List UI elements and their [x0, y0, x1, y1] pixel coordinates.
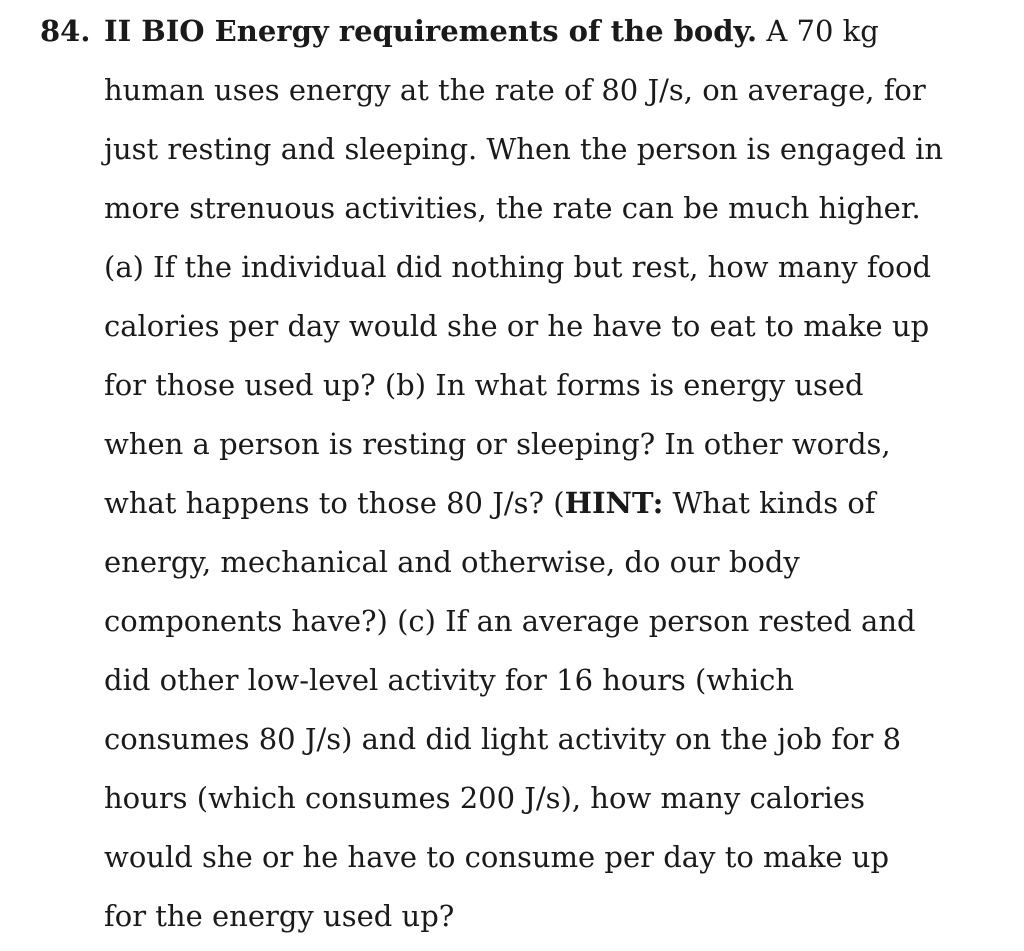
- problem-line-14: hours (which consumes 200 J/s), how many calories: [104, 781, 865, 815]
- problem-heading: II BIO Energy requirements of the body.: [104, 14, 758, 48]
- problem-line-9: [104, 483, 876, 523]
- problem-number: 84.: [40, 14, 91, 48]
- problem-line-5: (a) If the individual did nothing but rest, how many food: [104, 250, 932, 284]
- problem-line-2: human uses energy at the rate of 80 J/s, on average, for: [104, 73, 926, 107]
- problem-line-9-a: what happens to those 80 J/s? (: [104, 486, 565, 520]
- problem-line-9-b: What kinds of: [663, 486, 876, 520]
- problem-line-11: components have?) (c) If an average person rested and: [104, 604, 916, 638]
- problem-line-16: for the energy used up?: [104, 899, 455, 933]
- problem-line-13: consumes 80 J/s) and did light activity on the job for 8: [104, 722, 902, 756]
- problem-line-1-text: A 70 kg: [757, 14, 879, 48]
- problem-line-6: calories per day would she or he have to eat to make up: [104, 309, 930, 343]
- hint-label: HINT:: [564, 486, 664, 520]
- problem-line-8: when a person is resting or sleeping? In other words,: [104, 427, 891, 461]
- problem-line-12: did other low-level activity for 16 hours (which: [104, 663, 795, 697]
- problem-line-15: would she or he have to consume per day to make up: [104, 840, 890, 874]
- problem-line-4: more strenuous activities, the rate can be much higher.: [104, 191, 921, 225]
- problem-line-7: for those used up? (b) In what forms is energy used: [104, 368, 864, 402]
- problem-line-3: just resting and sleeping. When the person is engaged in: [104, 132, 944, 166]
- problem-line-1: [104, 11, 879, 51]
- problem-line-10: energy, mechanical and otherwise, do our body: [104, 545, 800, 579]
